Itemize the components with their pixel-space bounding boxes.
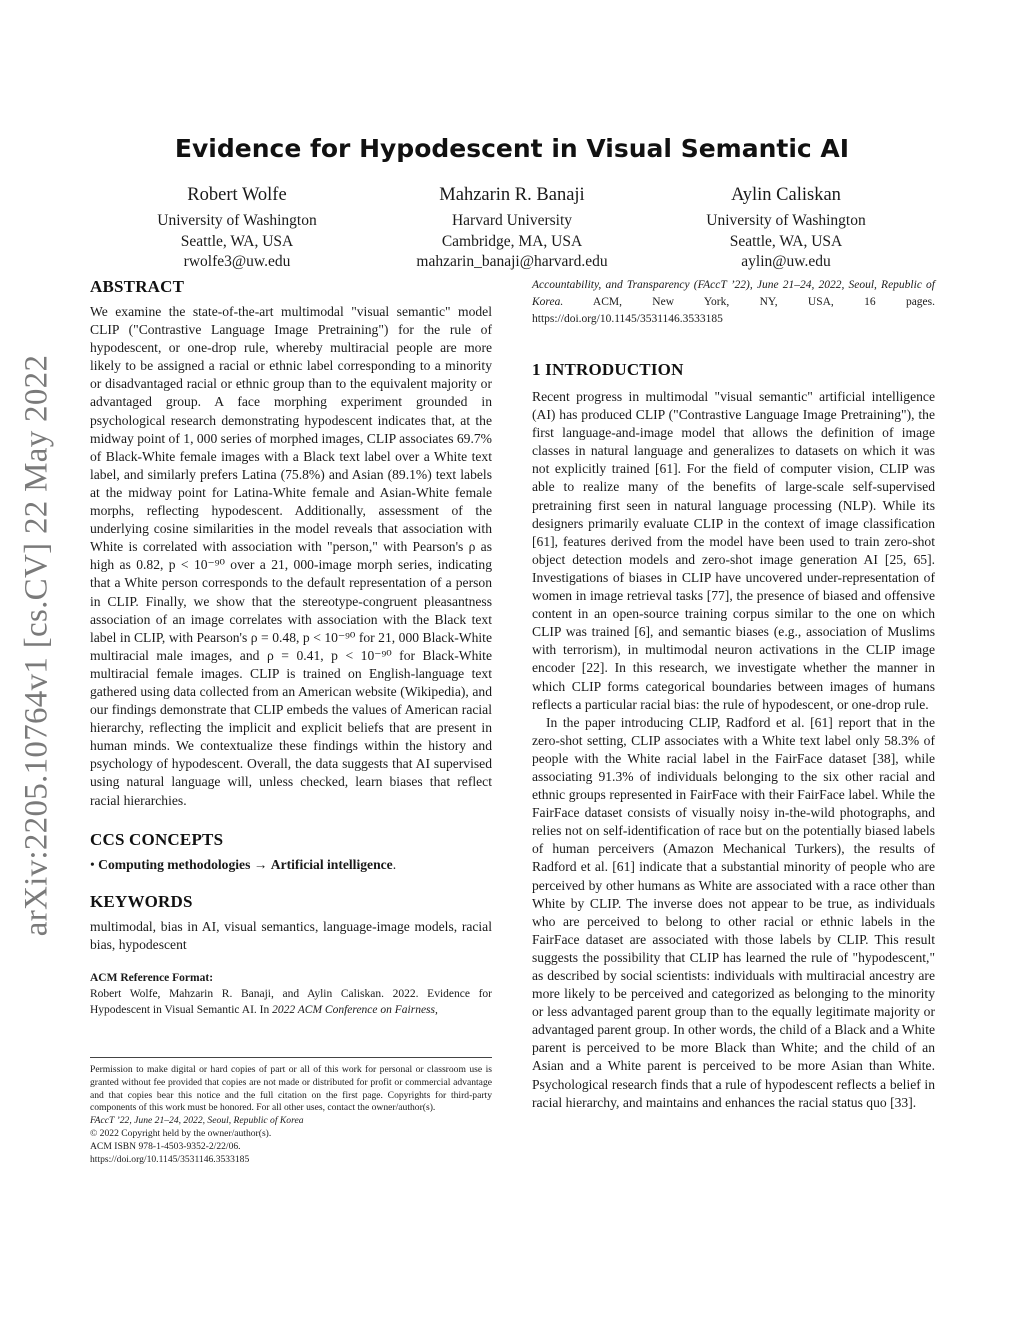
- author-name: Robert Wolfe: [187, 185, 287, 205]
- acm-reference-venue: 2022 ACM Conference on Fairness,: [272, 1004, 438, 1017]
- acm-reference-heading: ACM Reference Format:: [90, 971, 214, 984]
- ccs-arrow: →: [253, 856, 268, 872]
- author-1: [87, 183, 387, 273]
- author-email[interactable]: mahzarin_banaji@harvard.edu: [416, 253, 608, 270]
- left-column: [90, 277, 492, 1019]
- footnote-divider: [90, 1057, 492, 1058]
- author-location: Seattle, WA, USA: [729, 232, 843, 250]
- permission-text: Permission to make digital or hard copies of part or all of this work for personal or classroom use is granted without fee provided that copies are not made or distributed for profit or commercial advantage and that copies bear this notice and the full citation on the first page. Copyrights for third-party components of this work must be honored. For all other uses, contact the owner/author(s).: [90, 1064, 492, 1114]
- author-2: [362, 183, 662, 273]
- acm-reference-continuation: [532, 277, 935, 328]
- ccs-concepts-heading: CCS CONCEPTS: [90, 829, 224, 849]
- author-location: Seattle, WA, USA: [180, 232, 294, 250]
- author-3: [636, 183, 936, 273]
- permission-notice: [90, 1064, 492, 1166]
- author-email[interactable]: rwolfe3@uw.edu: [183, 253, 291, 270]
- introduction-heading: 1 INTRODUCTION: [532, 360, 684, 379]
- ccs-category: Computing methodologies: [98, 856, 251, 872]
- arxiv-identifier-stamp: [12, 345, 62, 945]
- author-name: Aylin Caliskan: [731, 185, 841, 205]
- acm-reference-publisher: ACM, New York, NY, USA, 16 pages. https://doi.org/10.1145/3531146.3533185: [532, 296, 935, 325]
- permission-conference: FAccT ’22, June 21–24, 2022, Seoul, Republic of Korea: [90, 1115, 304, 1127]
- ccs-bullet: •: [90, 856, 95, 872]
- ccs-concept: Artificial intelligence: [270, 856, 393, 872]
- introduction-paragraph-2: In the paper introducing CLIP, Radford et al. [61] report that in the zero-shot setting, CLIP associates with a White text label only 58.3% of people with the White racial label in the FairFace dataset [38], while associating 91.3% of individuals belonging to the six other racial and ethnic groups represented in FairFace with their FairFace label. While the FairFace dataset consists of visually noisy in-the-wild photographs, and relies not on self-identification of race but on the potentially biased labels of human perceivers (Amazon Mechanical Turkers), the results of Radford et al. [61] indicate that a substantial minority of people who are perceived by other humans as White are associated with a race other than White by CLIP. The inverse does not appear to be true, as individuals who are perceived to belong to other racial or ethnic labels in the FairFace dataset are associated with those labels by CLIP. This result suggests the possibility that CLIP has learned the rule of "hypodescent," as described by social scientists: individuals with multiracial ancestry are more likely to be perceived and categorized as belonging to the minority or less advantaged parent group than to the equally legitimate majority or advantaged parent group. In other words, the child of a Black and a White parent is perceived to be more Black than White; and the child of an Asian and a White parent is perceived to be more Asian than White. Psychological research finds that a rule of hypodescent reflects a belief in racial hierarchy, and maintains and enhances the racial status quo [33].: [532, 714, 935, 1110]
- keywords-text: multimodal, bias in AI, visual semantics, language-image models, racial bias, hypodescent: [90, 918, 492, 952]
- acm-reference-plain: Robert Wolfe, Mahzarin R. Banaji, and Aylin Caliskan. 2022. Evidence for Hypodescent in Visual Semantic AI. In: [90, 987, 492, 1017]
- author-affiliation: Harvard University: [451, 212, 573, 229]
- permission-isbn: ACM ISBN 978-1-4503-9352-2/22/06.: [90, 1140, 241, 1152]
- keywords-heading: KEYWORDS: [90, 891, 193, 911]
- ccs-concept-item: [90, 856, 492, 874]
- acm-reference-text: [90, 986, 492, 1019]
- permission-doi-link[interactable]: https://doi.org/10.1145/3531146.3533185: [90, 1153, 250, 1165]
- permission-copyright: © 2022 Copyright held by the owner/author(s).: [90, 1127, 272, 1139]
- abstract-text: We examine the state-of-the-art multimodal "visual semantic" model CLIP ("Contrastive Language Image Pretraining") for the rule of hypodescent, or one-drop rule, whereby multiracial people are more likely to be assigned a racial or ethnic label corresponding to a minority or disadvantaged racial or ethnic group than to the equivalent majority or advantaged group. A face morphing experiment grounded in psychological research demonstrating hypodescent indicates that, at the midway point of 1, 000 series of morphed images, CLIP associates 69.7% of Black-White female images with a Black text label over a White text label, and similarly prefers Latina (75.8%) and Asian (89.1%) text labels at the midway point for Latina-White female and Asian-White female morphs, reflecting hypodescent. Additionally, assessment of the underlying cosine similarities in the model reveals that association with White is correlated with association with "person," with Pearson's ρ as high as 0.82, p < 10⁻⁹⁰ over a 21, 000-image morph series, indicating that a White person corresponds to the default representation of a person in CLIP. Finally, we show that the stereotype-congruent pleasantness association of an image correlates with association with the Black text label in CLIP, with Pearson's ρ = 0.48, p < 10⁻⁹⁰ for 21, 000 Black-White multiracial male images, and ρ = 0.41, p < 10⁻⁹⁰ for Black-White multiracial female images. CLIP is trained on English-language text gathered using data collected from an American website (Wikipedia), and our findings demonstrate that CLIP embeds the values of American racial hierarchy, reflecting the implicit and explicit beliefs that are present in human minds. We contextualize these findings within the history and psychology of hypodescent. Overall, the data suggests that AI supervised using natural language will, unless checked, learn biases that reflect racial hierarchies.: [90, 304, 492, 808]
- author-affiliation: University of Washington: [157, 212, 317, 229]
- paper-title: Evidence for Hypodescent in Visual Semantic AI: [174, 134, 850, 163]
- abstract-heading: ABSTRACT: [90, 277, 185, 296]
- author-affiliation: University of Washington: [706, 212, 866, 229]
- arxiv-identifier-text: arXiv:2205.10764v1 [cs.CV] 22 May 2022: [18, 354, 55, 936]
- author-name: Mahzarin R. Banaji: [439, 185, 585, 205]
- author-email[interactable]: aylin@uw.edu: [741, 253, 831, 270]
- right-column: [532, 277, 935, 1112]
- acm-reference-venue-cont: Accountability, and Transparency (FAccT ’22), June 21–24, 2022, Seoul, Republic of Korea.: [532, 279, 935, 308]
- author-location: Cambridge, MA, USA: [441, 232, 583, 250]
- introduction-paragraph-1: Recent progress in multimodal "visual semantic" artificial intelligence (AI) has produced CLIP ("Contrastive Language Image Pretraining"), the first language-and-image model that allows the definition of image classes in natural language and generalizes to datasets on which it was not explicitly trained [61]. For the field of computer vision, CLIP was able to realize many of the benefits of large-scale self-supervised pretraining first seen in natural language processing (NLP). While its designers primarily evaluate CLIP in the context of image classification [61], features derived from the model have been used to train zero-shot object detection models and zero-shot image generation AI [25, 65]. Investigations of biases in CLIP have uncovered under-representation of women in image retrieval tasks [77], the presence of biased and offensive content in an open-source training corpus similar to the one on which CLIP was trained [6], and semantic biases (e.g., association of Muslims with terrorism), in multimodal neuron activations in the CLIP image encoder [22]. In this research, we investigate whether the manner in which CLIP forms categorical boundaries between images of humans reflects a particular racial bias: the rule of hypodescent, or one-drop rule.: [532, 389, 935, 712]
- ccs-end: .: [392, 856, 397, 872]
